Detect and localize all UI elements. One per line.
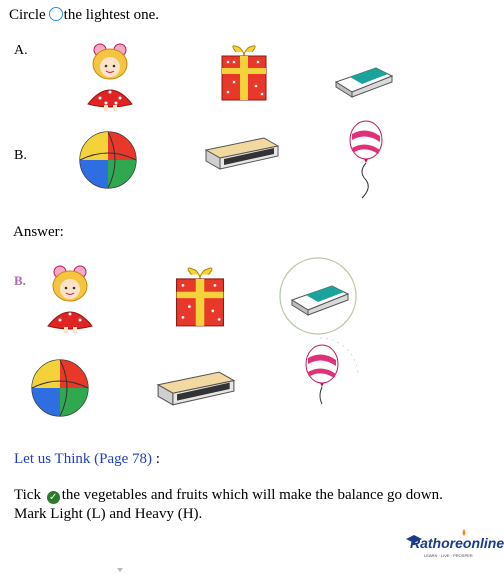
doll-icon [80,40,140,112]
instruction-line-1-rest: the vegetables and fruits which will make the balance go down. [61,487,443,503]
answer-balloon-area [280,336,360,420]
instruction-line-1 [14,486,443,505]
question-suffix: the lightest one. [63,7,160,23]
matchbox-icon [204,136,280,172]
gift-box-icon [218,42,270,102]
answer-eraser-icon [292,286,348,315]
answer-circled-eraser [276,254,360,338]
answer-gift-box-icon [172,264,228,328]
eraser-icon [332,64,396,98]
balloon-icon [348,120,384,200]
question-prefix: Circle [9,7,46,23]
section-a-label: A. [14,43,28,58]
circle-icon [49,7,63,21]
answer-doll-icon [40,262,100,334]
answer-heading: Answer: [13,224,64,240]
logo-tagline: LEARN · LIVE · PROSPER [424,553,473,558]
answer-balloon-icon [306,345,338,404]
instruction-prefix: Tick [14,487,41,503]
think-title: Let us Think (Page 78) [14,451,153,467]
answer-matchbox-icon [156,370,236,408]
think-colon: : [155,451,160,467]
section-b-label: B. [14,148,27,163]
rathoreonline-logo [404,527,504,561]
tick-icon: ✓ [47,491,60,504]
question-line [9,6,159,24]
instruction-line-2: Mark Light (L) and Heavy (H). [14,506,203,522]
ball-icon [78,130,138,190]
answer-label: B. [14,273,26,288]
instruction-text [14,486,443,524]
page-marker-icon [117,568,123,572]
answer-ball-icon [30,358,90,418]
think-heading [14,451,160,468]
logo-brand-text: Rathoreonline [410,535,504,551]
